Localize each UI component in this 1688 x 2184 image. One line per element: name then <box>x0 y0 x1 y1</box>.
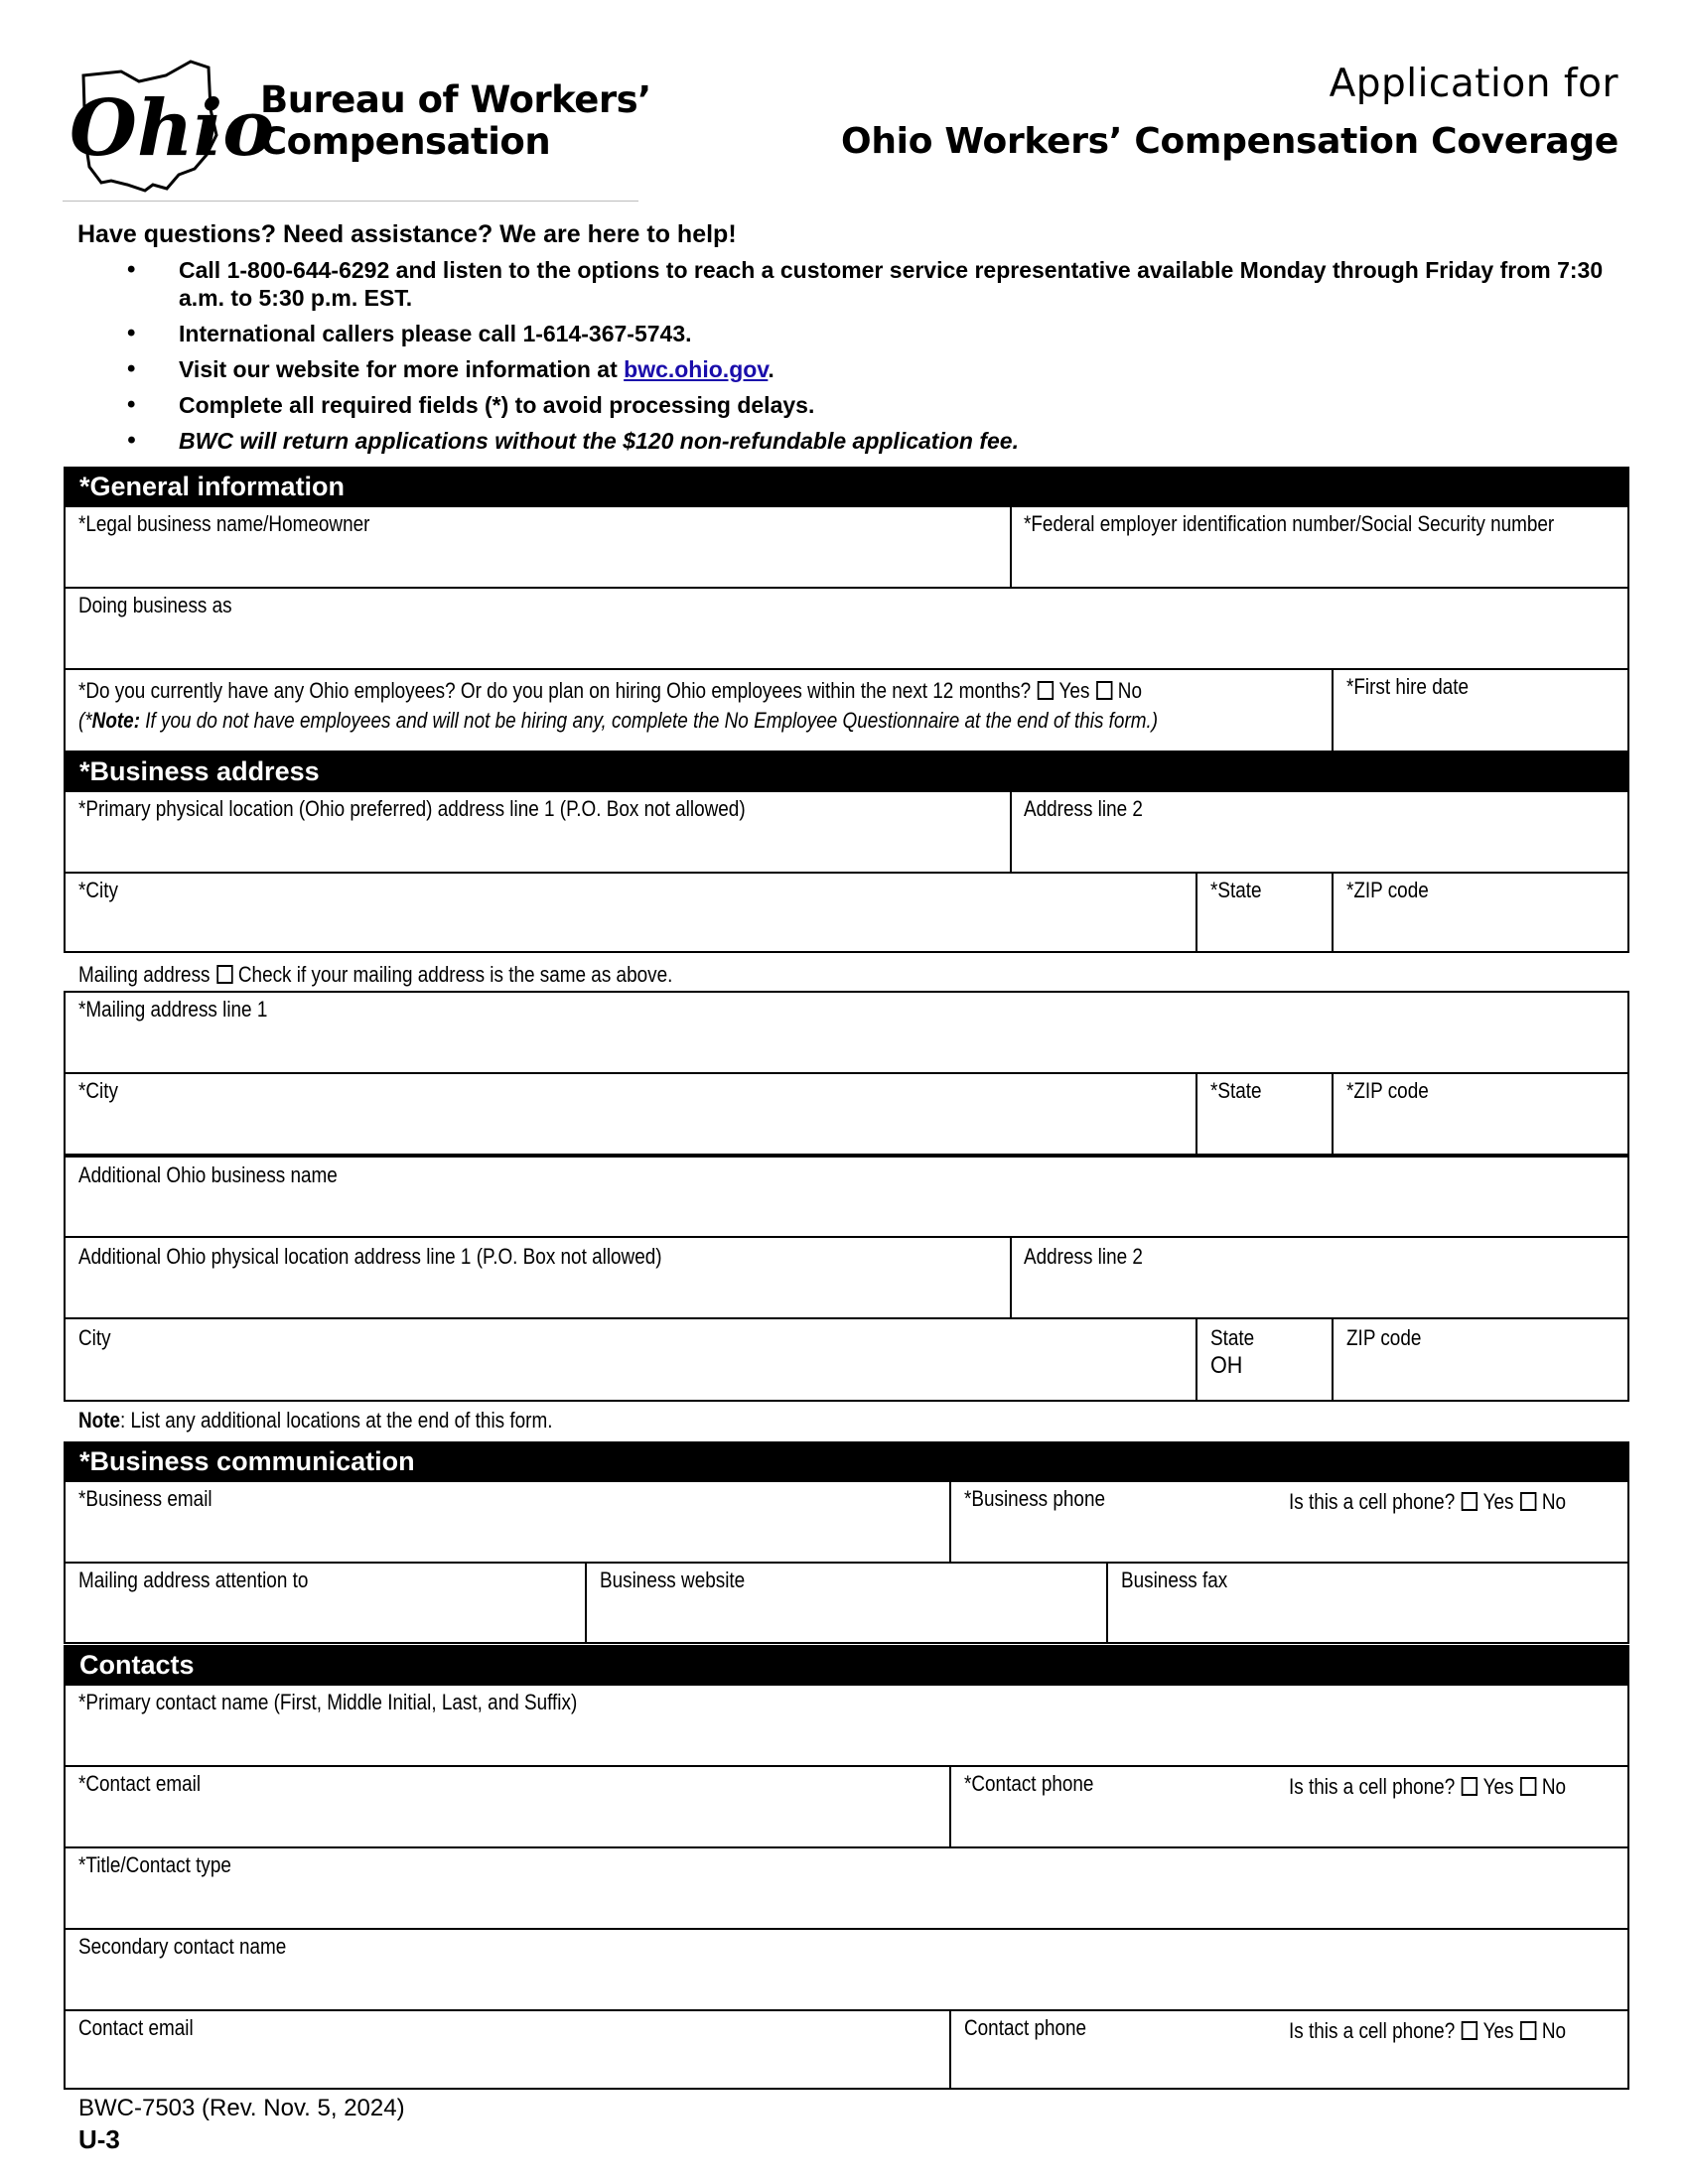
help-text-required: Complete all required fields (*) to avoid processing delays. <box>179 392 815 418</box>
contact-cell-no-checkbox[interactable] <box>1520 1777 1536 1796</box>
mailing-address-label: Mailing address <box>78 962 211 987</box>
note-text: If you do not have employees and will not be hiring any, complete the No Employee Questionnaire at the end of this form.) <box>140 708 1159 733</box>
mailing-state-field[interactable]: *State <box>1210 1078 1262 1103</box>
mailing-same-checkbox[interactable] <box>216 965 232 984</box>
additional-state-value[interactable]: OH <box>1210 1352 1243 1379</box>
attention-field[interactable]: Mailing address attention to <box>78 1568 309 1592</box>
website-link[interactable]: bwc.ohio.gov <box>624 356 769 382</box>
contact-email-field[interactable]: *Contact email <box>78 1771 202 1796</box>
locations-note-text: : List any additional locations at the end of this form. <box>120 1408 553 1433</box>
business-cell-question <box>1289 1489 1566 1515</box>
mailing-same-row <box>78 962 672 988</box>
section-contacts-title: Contacts <box>64 1645 1629 1686</box>
first-hire-date-field[interactable]: *First hire date <box>1346 674 1470 699</box>
secondary-cell-question <box>1289 2018 1566 2044</box>
contact-cell-question <box>1289 1774 1566 1800</box>
help-list <box>127 256 1636 463</box>
contact-cell-yes-label: Yes <box>1482 1774 1514 1799</box>
org-line-2: Compensation <box>260 120 551 163</box>
secondary-contact-email-field[interactable]: Contact email <box>78 2015 194 2040</box>
mailing-zip-field[interactable]: *ZIP code <box>1346 1078 1429 1103</box>
form-code: U-3 <box>78 2124 120 2154</box>
help-item-required <box>127 391 1636 419</box>
employees-yes-checkbox[interactable] <box>1038 681 1054 700</box>
help-item-fee <box>127 427 1636 455</box>
help-text-period: . <box>768 356 774 382</box>
website-field[interactable]: Business website <box>600 1568 746 1592</box>
zip-field[interactable]: *ZIP code <box>1346 878 1429 902</box>
additional-business-name-field[interactable]: Additional Ohio business name <box>78 1162 338 1187</box>
ohio-logo <box>62 58 275 197</box>
ohio-state-outline-icon <box>62 58 275 197</box>
mailing-same-label: Check if your mailing address is the same as above. <box>237 962 673 987</box>
header-divider <box>63 201 638 202</box>
employees-question-text: *Do you currently have any Ohio employees? Or do you plan on hiring Ohio employees within the next 12 months? <box>78 678 1032 703</box>
mailing-line1-field[interactable]: *Mailing address line 1 <box>78 997 268 1022</box>
additional-city-field[interactable]: City <box>78 1325 111 1350</box>
contact-phone-field[interactable]: *Contact phone <box>964 1771 1094 1796</box>
secondary-cell-label: Is this a cell phone? <box>1289 2018 1456 2043</box>
employees-no-label: No <box>1117 678 1142 703</box>
business-cell-no-checkbox[interactable] <box>1520 1492 1536 1511</box>
legal-name-field[interactable]: *Legal business name/Homeowner <box>78 511 370 536</box>
secondary-contact-name-field[interactable]: Secondary contact name <box>78 1934 287 1959</box>
mailing-city-field[interactable]: *City <box>78 1078 118 1103</box>
business-phone-field[interactable]: *Business phone <box>964 1486 1106 1511</box>
contact-cell-no-label: No <box>1541 1774 1567 1799</box>
secondary-cell-yes-label: Yes <box>1482 2018 1514 2043</box>
additional-locations-note <box>78 1408 552 1433</box>
logo-script: Ohio <box>70 83 275 174</box>
secondary-cell-no-label: No <box>1541 2018 1567 2043</box>
app-for-label: Application for <box>1329 62 1618 106</box>
page-title: Ohio Workers’ Compensation Coverage <box>841 121 1618 162</box>
business-email-field[interactable]: *Business email <box>78 1486 212 1511</box>
help-text-website: Visit our website for more information at <box>179 356 625 382</box>
additional-location-box <box>64 1154 1629 1402</box>
additional-zip-field[interactable]: ZIP code <box>1346 1325 1422 1350</box>
section-address-title: *Business address <box>64 751 1629 792</box>
locations-note-bold: Note <box>78 1408 121 1433</box>
help-text-international: International callers please call 1-614-367-5743. <box>179 321 692 346</box>
secondary-cell-yes-checkbox[interactable] <box>1462 2021 1477 2040</box>
fein-field[interactable]: *Federal employer identification number/Social Security number <box>1024 511 1555 536</box>
help-text-fee: BWC will return applications without the $120 non-refundable application fee. <box>179 428 1019 454</box>
note-bold: Note: <box>91 708 141 733</box>
address-line2-field[interactable]: Address line 2 <box>1024 796 1143 821</box>
business-cell-label: Is this a cell phone? <box>1289 1489 1456 1514</box>
help-item-website <box>127 355 1636 383</box>
help-item-phone <box>127 256 1636 312</box>
contact-cell-label: Is this a cell phone? <box>1289 1774 1456 1799</box>
section-general-title: *General information <box>64 467 1629 507</box>
state-field[interactable]: *State <box>1210 878 1262 902</box>
employees-question <box>78 678 1142 704</box>
form-id: BWC-7503 (Rev. Nov. 5, 2024) <box>78 2095 405 2121</box>
employees-yes-label: Yes <box>1058 678 1090 703</box>
help-text-phone: Call 1-800-644-6292 and listen to the options to reach a customer service representative available Monday through Friday from 7:30 a.m. to 5:30 p.m. EST. <box>179 257 1604 311</box>
secondary-contact-phone-field[interactable]: Contact phone <box>964 2015 1087 2040</box>
help-item-international <box>127 320 1636 347</box>
primary-contact-name-field[interactable]: *Primary contact name (First, Middle Initial, Last, and Suffix) <box>78 1690 578 1714</box>
secondary-cell-no-checkbox[interactable] <box>1520 2021 1536 2040</box>
primary-address-line1-field[interactable]: *Primary physical location (Ohio preferred) address line 1 (P.O. Box not allowed) <box>78 796 746 821</box>
additional-address-line2-field[interactable]: Address line 2 <box>1024 1244 1143 1269</box>
employees-no-checkbox[interactable] <box>1096 681 1112 700</box>
additional-state-label: State <box>1210 1325 1255 1350</box>
city-field[interactable]: *City <box>78 878 118 902</box>
fax-field[interactable]: Business fax <box>1121 1568 1228 1592</box>
business-cell-no-label: No <box>1541 1489 1567 1514</box>
dba-field[interactable]: Doing business as <box>78 593 232 617</box>
title-contact-type-field[interactable]: *Title/Contact type <box>78 1852 231 1877</box>
note-prefix: (* <box>78 708 92 733</box>
help-heading: Have questions? Need assistance? We are here to help! <box>77 220 737 248</box>
org-line-1: Bureau of Workers’ <box>260 78 651 121</box>
contact-cell-yes-checkbox[interactable] <box>1462 1777 1477 1796</box>
additional-address-line1-field[interactable]: Additional Ohio physical location address line 1 (P.O. Box not allowed) <box>78 1244 662 1269</box>
business-cell-yes-checkbox[interactable] <box>1462 1492 1477 1511</box>
business-cell-yes-label: Yes <box>1482 1489 1514 1514</box>
org-name <box>260 79 651 163</box>
section-communication-title: *Business communication <box>64 1441 1629 1482</box>
employees-note <box>78 708 1158 734</box>
